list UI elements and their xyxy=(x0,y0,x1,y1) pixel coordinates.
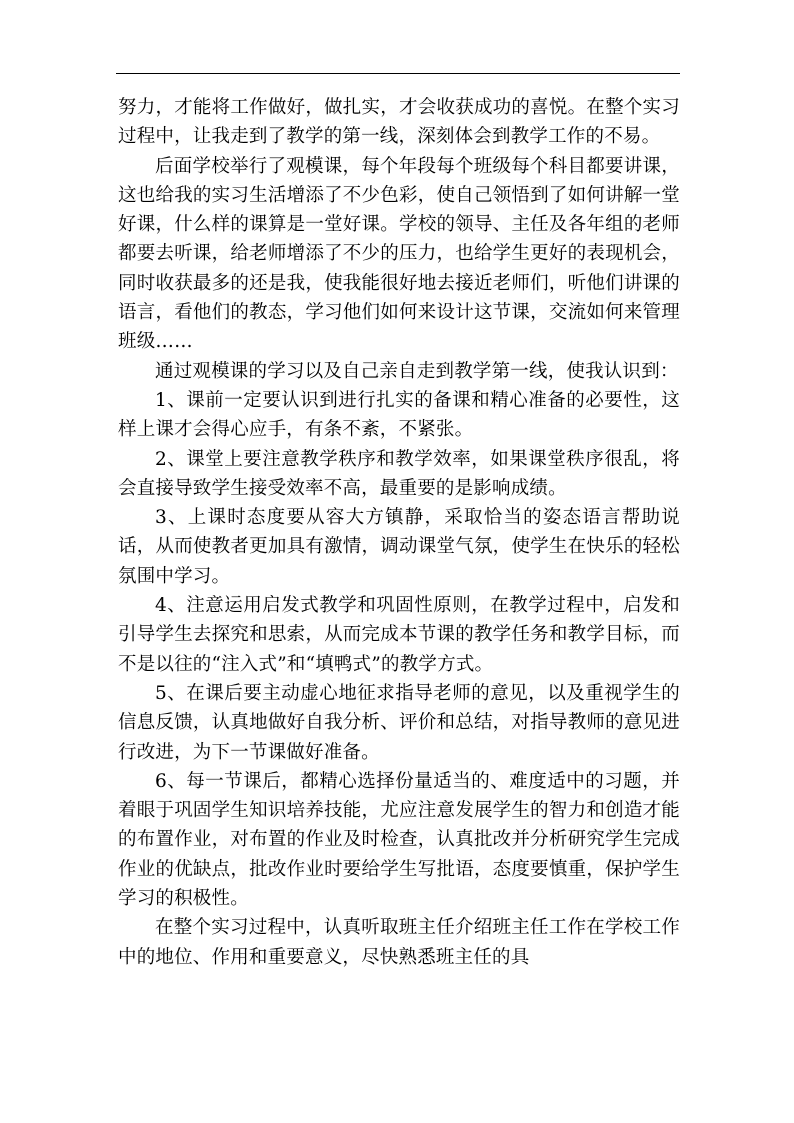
paragraph-6: 3、上课时态度要从容大方镇静，采取恰当的姿态语言帮助说话，从而使教者更加具有激情，调动课堂气氛，使学生在快乐的轻松氛围中学习。 xyxy=(118,507,680,587)
header-rule xyxy=(116,73,680,74)
paragraph-9: 6、每一节课后，都精心选择份量适当的、难度适中的习题，并着眼于巩固学生知识培养技能，尤应注意发展学生的智力和创造才能的布置作业，对布置的作业及时检查，认真批改并分析研究学生完成作业的优缺点，批改作业时要给学生写批语，态度要慎重，保护学生学习的积极性。 xyxy=(118,770,680,910)
paragraph-2: 后面学校举行了观模课，每个年段每个班级每个科目都要讲课，这也给我的实习生活增添了不少色彩，使自己领悟到了如何讲解一堂好课，什么样的课算是一堂好课。学校的领导、主任及各年组的老师都要去听课，给老师增添了不少的压力，也给学生更好的表现机会，同时收获最多的还是我，使我能很好地去接近老师们，听他们讲课的语言，看他们的教态，学习他们如何来设计这节课，交流如何来管理班级…… xyxy=(118,155,680,353)
paragraph-7: 4、注意运用启发式教学和巩固性原则，在教学过程中，启发和引导学生去探究和思索，从而完成本节课的教学任务和教学目标，而不是以往的“注入式”和“填鸭式”的教学方式。 xyxy=(118,595,680,675)
paragraph-3: 通过观模课的学习以及自己亲自走到教学第一线，使我认识到： xyxy=(155,360,679,382)
paragraph-10: 在整个实习过程中，认真听取班主任介绍班主任工作在学校工作中的地位、作用和重要意义，尽快熟悉班主任的具 xyxy=(118,917,680,968)
paragraph-5: 2、课堂上要注意教学秩序和教学效率，如果课堂秩序很乱，将会直接导致学生接受效率不高，最重要的是影响成绩。 xyxy=(118,448,680,499)
paragraph-1: 努力，才能将工作做好，做扎实，才会收获成功的喜悦。在整个实习过程中，让我走到了教学的第一线，深刻体会到教学工作的不易。 xyxy=(118,97,680,148)
paragraph-8: 5、在课后要主动虚心地征求指导老师的意见，以及重视学生的信息反馈，认真地做好自我分析、评价和总结，对指导教师的意见进行改进，为下一节课做好准备。 xyxy=(118,682,680,763)
paragraph-4: 1、课前一定要认识到进行扎实的备课和精心准备的必要性，这样上课才会得心应手，有条不紊，不紧张。 xyxy=(118,389,680,441)
document-body xyxy=(118,93,680,972)
